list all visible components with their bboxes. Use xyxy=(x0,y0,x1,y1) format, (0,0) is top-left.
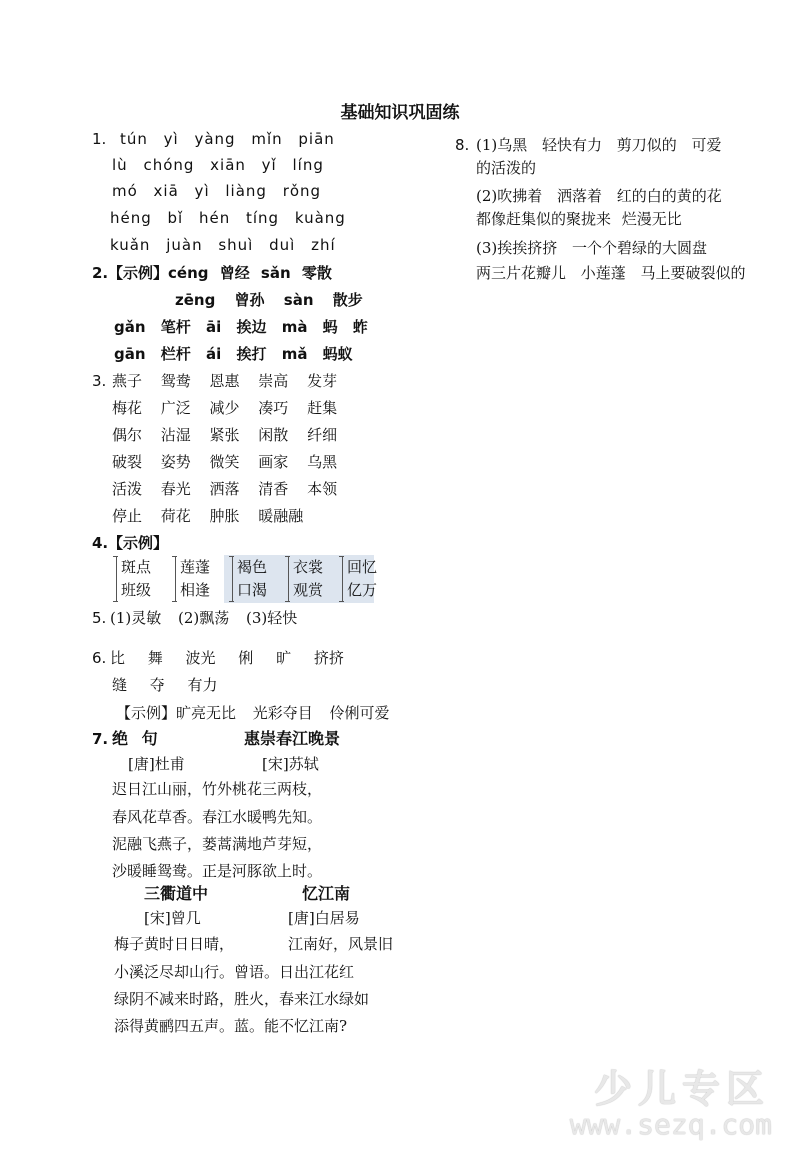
page-title: 基础知识巩固练 xyxy=(340,103,460,123)
poem2-title: 惠崇春江晚景 xyxy=(244,729,341,748)
q8-line-2: 的活泼的 xyxy=(476,159,537,177)
q2-line-2: zēng 曾孙 sàn 散步 xyxy=(175,291,363,309)
q8-number: 8. xyxy=(455,136,470,154)
q4-group-4 xyxy=(288,556,323,602)
q3-row-4: 破裂 姿势 微笑 画家 乌黑 xyxy=(112,453,338,471)
poem4-title: 忆江南 xyxy=(302,884,351,903)
q3-number: 3. xyxy=(92,372,107,390)
poem3-title: 三衢道中 xyxy=(144,884,209,903)
q1-line-1: tún yì yàng mǐn piān xyxy=(120,130,335,148)
q6-line-3: 【示例】旷亮无比 光彩夺目 伶俐可爱 xyxy=(116,704,390,722)
poem3-line-1: 梅子黄时日日晴， xyxy=(114,935,235,953)
q3-row-1: 燕子 鸳鸯 恩惠 崇高 发芽 xyxy=(112,372,338,390)
poem4-author: [唐]白居易 xyxy=(288,909,360,927)
q4-group-2 xyxy=(175,556,210,602)
poem-mixed-line-3: 绿阴不减来时路，胜火，春来江水绿如 xyxy=(114,990,370,1008)
poem-lines-1: 迟日江山丽，竹外桃花三两枝， xyxy=(112,780,323,798)
q4-group-3-word-2: 口渴 xyxy=(237,581,268,599)
q3-row-6: 停止 荷花 肿胀 暖融融 xyxy=(112,507,304,525)
q3-row-3: 偶尔 沾湿 紧张 闲散 纤细 xyxy=(112,426,338,444)
poem-mixed-line-4: 添得黄鹂四五声。蓝。能不忆江南? xyxy=(114,1017,348,1035)
poem-mixed-line-2: 小溪泛尽却山行。曾语。日出江花红 xyxy=(114,963,355,981)
q4-group-3-word-1: 褐色 xyxy=(237,558,268,576)
q3-row-2: 梅花 广泛 减少 凑巧 赶集 xyxy=(112,399,338,417)
q1-number: 1. xyxy=(92,130,107,148)
watermark-logo: 少儿专区 xyxy=(593,1067,770,1111)
q4-group-1-word-1: 斑点 xyxy=(121,558,152,576)
q4-number: 4. xyxy=(92,534,109,552)
q4-group-1 xyxy=(116,556,151,602)
q8-line-4: 都像赶集似的聚拢来 烂漫无比 xyxy=(476,210,682,228)
q4-group-5-word-1: 回忆 xyxy=(347,558,378,576)
q6-line-1: 比 舞 波光 俐 旷 挤挤 xyxy=(110,649,344,667)
q1-line-5: kuǎn juàn shuì duì zhí xyxy=(110,236,336,254)
q4-label: 【示例】 xyxy=(108,534,169,552)
q4-group-5 xyxy=(342,556,377,602)
poem3-author: [宋]曾几 xyxy=(144,909,201,927)
poem4-line-1: 江南好，风景旧 xyxy=(288,935,394,953)
q4-group-4-word-2: 观赏 xyxy=(293,581,324,599)
q2-number: 2. xyxy=(92,264,109,282)
poem2-author: [宋]苏轼 xyxy=(262,755,319,773)
q4-group-2-word-2: 相逢 xyxy=(180,581,211,599)
q8-line-3: (2)吹拂着 洒落着 红的白的黄的花 xyxy=(476,187,722,205)
q4-group-4-word-1: 衣裳 xyxy=(293,558,324,576)
poem1-author: [唐]杜甫 xyxy=(128,755,185,773)
q6-number: 6. xyxy=(92,649,107,667)
q3-row-5: 活泼 春光 洒落 清香 本领 xyxy=(112,480,338,498)
q8-line-1: (1)乌黑 轻快有力 剪刀似的 可爱 xyxy=(476,136,722,154)
q7-number: 7. xyxy=(92,730,109,748)
q6-line-2: 缝 夺 有力 xyxy=(112,676,218,694)
q5-number: 5. xyxy=(92,609,107,627)
q1-line-4: héng bǐ hén tíng kuàng xyxy=(110,209,346,227)
q1-line-3: mó xiā yì liàng rǒng xyxy=(112,182,322,200)
q8-line-5: (3)挨挨挤挤 一个个碧绿的大圆盘 xyxy=(476,239,708,257)
poem-lines-3: 泥融飞燕子，蒌蒿满地芦芽短， xyxy=(112,835,323,853)
q2-line-1: 【示例】céng 曾经 sǎn 零散 xyxy=(108,264,332,282)
q1-line-2: lù chóng xiān yǐ líng xyxy=(112,156,324,174)
q2-line-4: gān 栏杆 ái 挨打 mǎ 蚂蚁 xyxy=(114,345,353,363)
q4-group-1-word-2: 班级 xyxy=(121,581,152,599)
poem1-title: 绝 句 xyxy=(112,729,158,748)
watermark-url: www.sezq.com xyxy=(569,1108,772,1141)
q4-group-3 xyxy=(232,556,267,602)
q5-text: (1)灵敏 (2)飘荡 (3)轻快 xyxy=(110,609,298,627)
q2-line-3: gǎn 笔杆 āi 挨边 mà 蚂 蚱 xyxy=(114,318,368,336)
poem-lines-2: 春风花草香。春江水暖鸭先知。 xyxy=(112,808,323,826)
q4-group-5-word-2: 亿万 xyxy=(347,581,378,599)
q4-group-2-word-1: 莲蓬 xyxy=(180,558,211,576)
poem-lines-4: 沙暖睡鸳鸯。正是河豚欲上时。 xyxy=(112,862,323,880)
q8-line-6: 两三片花瓣儿 小莲蓬 马上要破裂似的 xyxy=(476,264,746,282)
